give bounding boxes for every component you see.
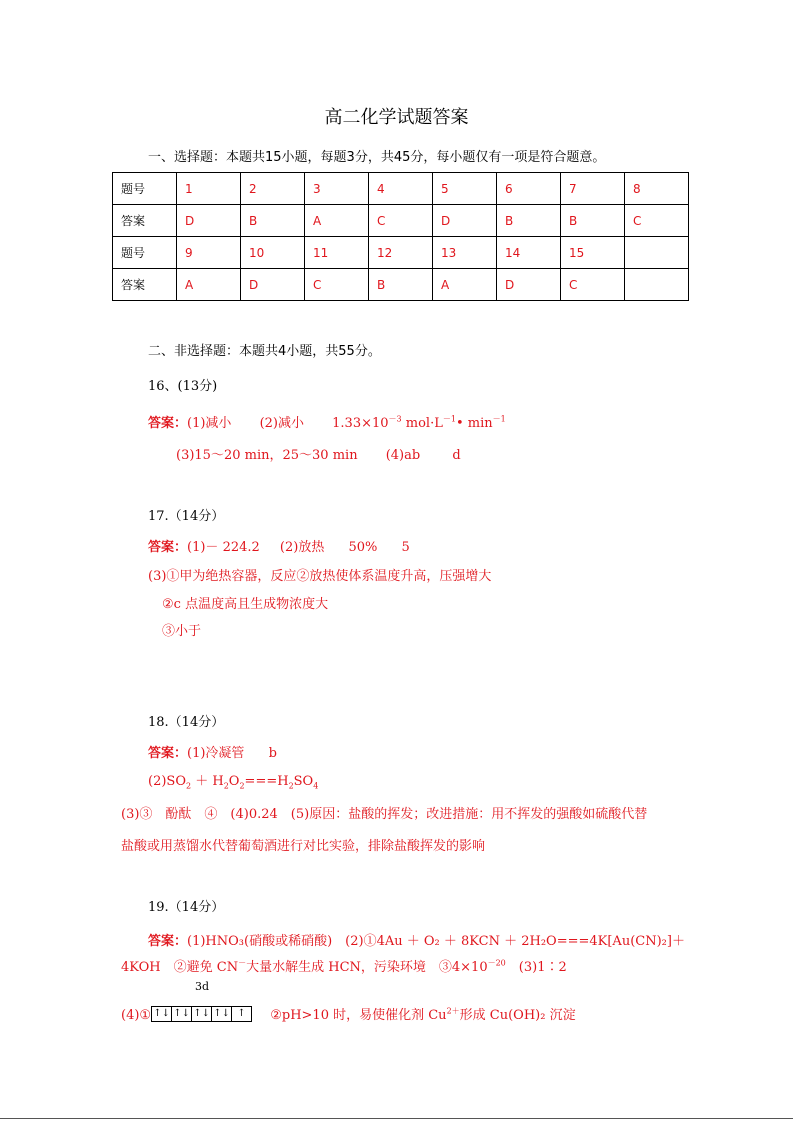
page-title: 高二化学试题答案 bbox=[324, 107, 469, 128]
table-cell: 5 bbox=[433, 173, 497, 205]
q17-label: 17.（14分） bbox=[148, 509, 225, 524]
q18-part1b: b bbox=[268, 746, 277, 761]
q19-part2b: 大量水解生成 HCN，污染环境 ③4×10 bbox=[246, 960, 488, 975]
q18-eq-sub: 2 bbox=[288, 781, 294, 791]
q18-eq-sub: 2 bbox=[223, 781, 229, 791]
q17-answer-line1 bbox=[148, 536, 410, 555]
table-cell: C bbox=[561, 269, 625, 301]
table-cell: B bbox=[497, 205, 561, 237]
q19-part3c: 形成 Cu(OH)₂ 沉淀 bbox=[459, 1008, 576, 1023]
q18-answer-line2 bbox=[148, 770, 318, 791]
table-cell: 9 bbox=[177, 237, 241, 269]
orbital-box: ↑↓ bbox=[191, 1006, 211, 1022]
q18-eq-sub: 2 bbox=[239, 781, 245, 791]
table-row-header: 题号 bbox=[113, 173, 177, 205]
table-row bbox=[113, 269, 689, 301]
orbital-box: ↑↓ bbox=[211, 1006, 231, 1022]
answer-label: 答案： bbox=[148, 540, 188, 555]
table-cell: D bbox=[177, 205, 241, 237]
table-row bbox=[113, 237, 689, 269]
answer-table bbox=[112, 172, 689, 301]
section1-heading: 一、选择题：本题共15小题，每题3分，共45分，每小题仅有一项是符合题意。 bbox=[148, 150, 606, 165]
table-row bbox=[113, 205, 689, 237]
q19-exp: － bbox=[238, 958, 247, 968]
table-cell: 1 bbox=[177, 173, 241, 205]
table-cell: 12 bbox=[369, 237, 433, 269]
answer-label: 答案： bbox=[148, 416, 188, 431]
q16-label: 16、(13分) bbox=[148, 379, 218, 394]
table-cell: C bbox=[305, 269, 369, 301]
q17-part1: (1)－ 224.2 bbox=[187, 540, 260, 555]
q17-value: 5 bbox=[401, 540, 410, 555]
q19-part3b: ②pH>10 时，易使催化剂 Cu bbox=[270, 1008, 447, 1023]
table-cell bbox=[625, 269, 689, 301]
q19-answer-line2 bbox=[121, 956, 567, 975]
q16-answer-line1 bbox=[148, 412, 506, 431]
table-cell: D bbox=[433, 205, 497, 237]
table-cell bbox=[625, 237, 689, 269]
orbital-box: ↑↓ bbox=[151, 1006, 171, 1022]
section2-heading: 二、非选择题：本题共4小题，共55分。 bbox=[148, 344, 381, 359]
orbital-diagram bbox=[151, 1005, 252, 1022]
answer-label: 答案： bbox=[148, 934, 188, 949]
table-cell: 11 bbox=[305, 237, 369, 269]
q19-label: 19.（14分） bbox=[148, 900, 225, 915]
table-row bbox=[113, 173, 689, 205]
table-cell: C bbox=[625, 205, 689, 237]
table-cell: A bbox=[305, 205, 369, 237]
q16-unit2-exp: －1 bbox=[492, 414, 506, 424]
q17-percent: 50% bbox=[348, 540, 378, 555]
table-cell: A bbox=[177, 269, 241, 301]
q16-unit2: • min bbox=[455, 416, 493, 431]
orbital-label: 3d bbox=[195, 980, 210, 993]
table-cell: D bbox=[497, 269, 561, 301]
table-cell: 10 bbox=[241, 237, 305, 269]
q18-eq-sub: 2 bbox=[185, 781, 192, 791]
q18-eq-part: O bbox=[228, 774, 240, 789]
q18-eq-part: (2)SO bbox=[148, 774, 186, 789]
page-bottom-border bbox=[0, 1118, 793, 1119]
table-cell: 14 bbox=[497, 237, 561, 269]
q17-part2: (2)放热 bbox=[279, 540, 325, 555]
q18-answer-line3: (3)③ 酚酞 ④ (4)0.24 (5)原因：盐酸的挥发；改进措施：用不挥发的强酸如硫酸代替 bbox=[121, 807, 648, 822]
q19-part2c: (3)1∶2 bbox=[505, 960, 567, 975]
q19-answer-line3 bbox=[121, 1004, 576, 1024]
q16-part1: (1)减小 bbox=[187, 416, 232, 431]
q18-answer-line1 bbox=[148, 742, 277, 761]
q18-eq-part: ＋ H bbox=[191, 774, 224, 789]
table-cell: C bbox=[369, 205, 433, 237]
answer-label: 答案： bbox=[148, 746, 188, 761]
q18-label: 18.（14分） bbox=[148, 715, 225, 730]
table-row-header: 答案 bbox=[113, 269, 177, 301]
table-cell: 2 bbox=[241, 173, 305, 205]
q16-unit1: mol·L bbox=[401, 416, 443, 431]
q19-part3a: (4)① bbox=[121, 1008, 152, 1023]
q18-eq-sub: 4 bbox=[313, 781, 319, 791]
q19-exp3: 2＋ bbox=[446, 1006, 460, 1016]
q18-part1: (1)冷凝管 bbox=[187, 746, 245, 761]
table-cell: A bbox=[433, 269, 497, 301]
orbital-box: ↑ bbox=[231, 1006, 252, 1022]
q16-part4b: d bbox=[452, 448, 461, 463]
table-row-header: 题号 bbox=[113, 237, 177, 269]
q17-answer-line3: ②c 点温度高且生成物浓度大 bbox=[162, 597, 329, 612]
table-cell: 8 bbox=[625, 173, 689, 205]
q19-answer-line1 bbox=[148, 930, 685, 949]
q18-eq-part: ===H bbox=[244, 774, 289, 789]
q17-answer-line2: (3)①甲为绝热容器，反应②放热使体系温度升高，压强增大 bbox=[148, 569, 492, 584]
q16-part2: (2)减小 bbox=[259, 416, 304, 431]
table-row-header: 答案 bbox=[113, 205, 177, 237]
q18-answer-line4: 盐酸或用蒸馏水代替葡萄酒进行对比实验，排除盐酸挥发的影响 bbox=[121, 839, 486, 854]
table-cell: 4 bbox=[369, 173, 433, 205]
q19-part1: (1)HNO₃(硝酸或稀硝酸) (2)①4Au ＋ O₂ ＋ 8KCN ＋ 2H₂O===4K[Au(CN)₂]＋ bbox=[187, 934, 685, 949]
q16-part3: (3)15～20 min，25～30 min bbox=[176, 448, 358, 463]
q16-rate: 1.33×10 bbox=[332, 416, 389, 431]
orbital-box: ↑↓ bbox=[171, 1006, 191, 1022]
table-cell: B bbox=[241, 205, 305, 237]
table-cell: D bbox=[241, 269, 305, 301]
q18-eq-part: SO bbox=[293, 774, 314, 789]
q16-unit1-exp: －1 bbox=[442, 414, 456, 424]
table-cell: B bbox=[369, 269, 433, 301]
q16-part4: (4)ab bbox=[385, 448, 421, 463]
q19-part2a: 4KOH ②避免 CN bbox=[121, 960, 239, 975]
table-cell: 7 bbox=[561, 173, 625, 205]
q16-answer-line2 bbox=[176, 444, 461, 463]
table-cell: B bbox=[561, 205, 625, 237]
q19-exp2: －20 bbox=[487, 958, 506, 968]
table-cell: 13 bbox=[433, 237, 497, 269]
q17-answer-line4: ③小于 bbox=[162, 624, 202, 639]
q16-rate-exp: －3 bbox=[388, 414, 402, 424]
table-cell: 3 bbox=[305, 173, 369, 205]
table-cell: 6 bbox=[497, 173, 561, 205]
table-cell: 15 bbox=[561, 237, 625, 269]
